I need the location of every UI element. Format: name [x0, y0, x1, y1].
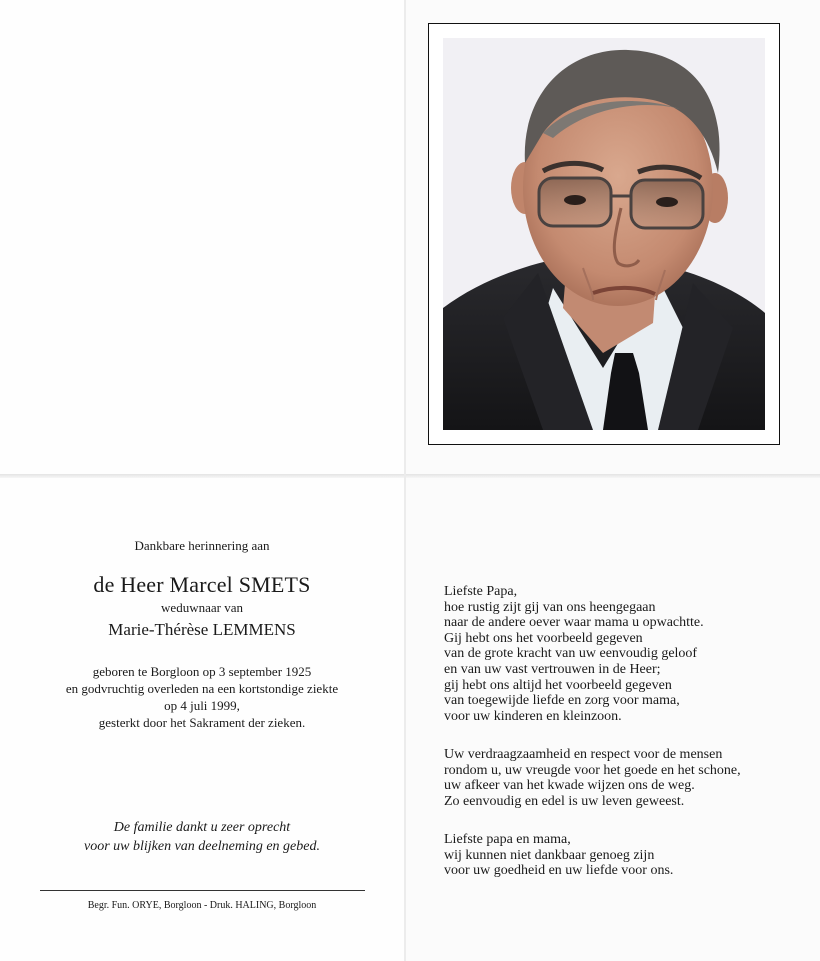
poem-line: voor uw goedheid en uw liefde voor ons.	[444, 863, 674, 879]
printer-credits: Begr. Fun. ORYE, Borgloon - Druk. HALING, Borgloon	[87, 900, 317, 911]
life-details	[0, 663, 404, 731]
thanks-line-1: De familie dankt u zeer oprecht	[113, 820, 291, 835]
poem-line: uw afkeer van het kwade wijzen ons de weg.	[444, 778, 695, 794]
horizontal-fold	[0, 474, 820, 478]
poem-line: Uw verdraagzaamheid en respect voor de mensen	[444, 747, 723, 762]
poem-line: naar de andere oever waar mama u opwachtte.	[444, 615, 704, 631]
death-line: en godvruchtig overleden na een kortstondige ziekte	[65, 681, 339, 696]
family-thanks	[0, 818, 404, 856]
poem-line: van toegewijde liefde en zorg voor mama,	[444, 693, 680, 709]
poem-line: Zo eenvoudig en edel is uw leven geweest.	[444, 793, 685, 809]
poem-line: rondom u, uw vreugde voor het goede en het schone,	[444, 762, 741, 778]
poem-line: Gij hebt ons het voorbeeld gegeven	[444, 630, 643, 646]
poem-stanza-1	[444, 584, 704, 724]
poem-line: Liefste papa en mama,	[444, 832, 571, 847]
poem-line: van de grote kracht van uw eenvoudig geloof	[444, 646, 698, 662]
poem-stanza-3	[444, 832, 673, 879]
portrait-photo	[443, 38, 765, 430]
birth-line: geboren te Borgloon op 3 september 1925	[92, 664, 312, 679]
deceased-name: de Heer Marcel SMETS	[93, 572, 311, 597]
card-back-panel	[0, 0, 404, 474]
vertical-fold	[404, 0, 406, 961]
relation-label: weduwnaar van	[161, 600, 243, 615]
poem-line: Liefste Papa,	[444, 584, 518, 599]
portrait-frame	[428, 23, 780, 445]
divider-line	[40, 890, 365, 891]
poem-line: hoe rustig zijt gij van ons heengegaan	[444, 599, 656, 615]
portrait-illustration	[443, 38, 765, 430]
poem-line: voor uw kinderen en kleinzoon.	[444, 708, 622, 724]
poem-line: gij hebt ons altijd het voorbeeld gegeven	[444, 677, 672, 693]
death-date-line: op 4 juli 1999,	[164, 698, 240, 713]
poem-line: wij kunnen niet dankbaar genoeg zijn	[444, 847, 655, 863]
thanks-line-2: voor uw blijken van deelneming en gebed.	[84, 839, 320, 854]
poem-stanza-2	[444, 747, 741, 809]
spouse-name: Marie-Thérèse LEMMENS	[108, 620, 296, 639]
poem-line: en van uw vast vertrouwen in de Heer;	[444, 661, 661, 677]
dedication-intro: Dankbare herinnering aan	[134, 538, 270, 553]
sacrament-line: gesterkt door het Sakrament der zieken.	[98, 715, 306, 730]
